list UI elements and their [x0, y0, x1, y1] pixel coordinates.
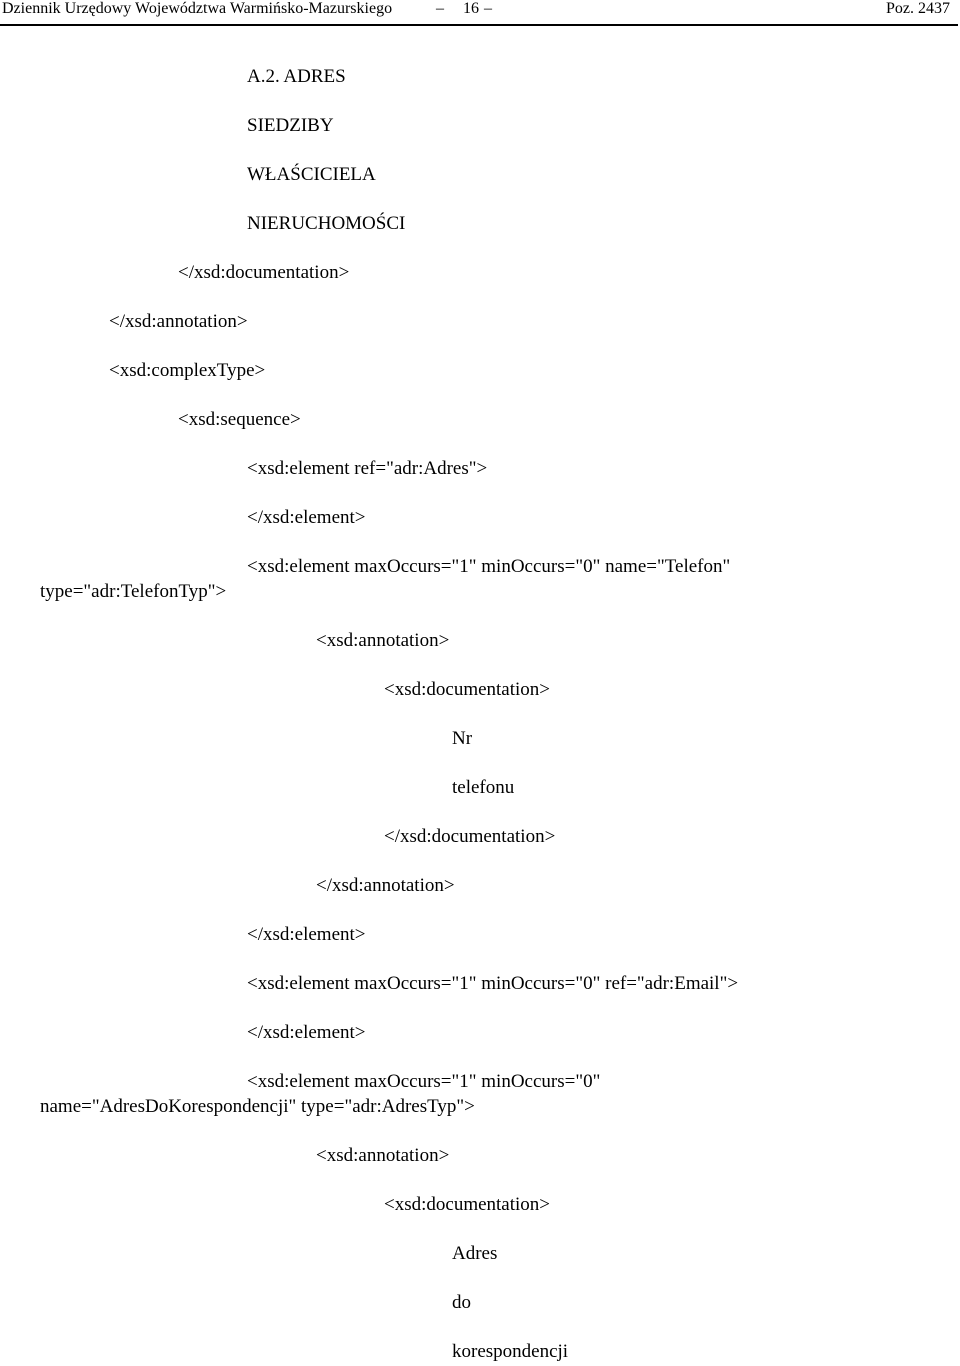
page-header: [0, 0, 958, 26]
code-line: type="adr:TelefonTyp">: [40, 581, 227, 602]
text-line: SIEDZIBY: [247, 115, 334, 136]
code-line: name="AdresDoKorespondencji" type="adr:AdresTyp">: [40, 1096, 475, 1117]
code-line: </xsd:documentation>: [384, 826, 556, 847]
text-line: korespondencji: [452, 1341, 569, 1362]
code-line: <xsd:element ref="adr:Adres">: [247, 458, 488, 479]
text-line: WŁAŚCICIELA: [247, 164, 376, 185]
page-number-dash-left: –: [436, 0, 444, 17]
code-line: <xsd:sequence>: [178, 409, 301, 430]
journal-title: Dziennik Urzędowy Województwa Warmińsko-Mazurskiego: [2, 0, 393, 17]
code-line: </xsd:documentation>: [178, 262, 350, 283]
position-number: Poz. 2437: [886, 0, 950, 17]
code-line: </xsd:element>: [247, 924, 366, 945]
code-line: </xsd:element>: [247, 507, 366, 528]
text-line: NIERUCHOMOŚCI: [247, 213, 406, 234]
code-line: <xsd:element maxOccurs="1" minOccurs="0" ref="adr:Email">: [247, 973, 739, 994]
page-number-dash-right: –: [484, 0, 492, 17]
text-line: do: [452, 1292, 471, 1313]
text-line: Adres: [452, 1243, 498, 1264]
text-line: telefonu: [452, 777, 515, 798]
code-line: <xsd:element maxOccurs="1" minOccurs="0": [247, 1071, 601, 1092]
code-line: <xsd:documentation>: [384, 1194, 551, 1215]
code-line: <xsd:element maxOccurs="1" minOccurs="0" name="Telefon": [247, 556, 731, 577]
code-line: </xsd:element>: [247, 1022, 366, 1043]
text-line: Nr: [452, 728, 473, 749]
text-line: A.2. ADRES: [247, 66, 346, 87]
code-line: <xsd:complexType>: [109, 360, 266, 381]
page-number: 16: [463, 0, 479, 17]
code-line: </xsd:annotation>: [109, 311, 248, 332]
code-line: </xsd:annotation>: [316, 875, 455, 896]
code-line: <xsd:documentation>: [384, 679, 551, 700]
code-line: <xsd:annotation>: [316, 1145, 450, 1166]
code-line: <xsd:annotation>: [316, 630, 450, 651]
